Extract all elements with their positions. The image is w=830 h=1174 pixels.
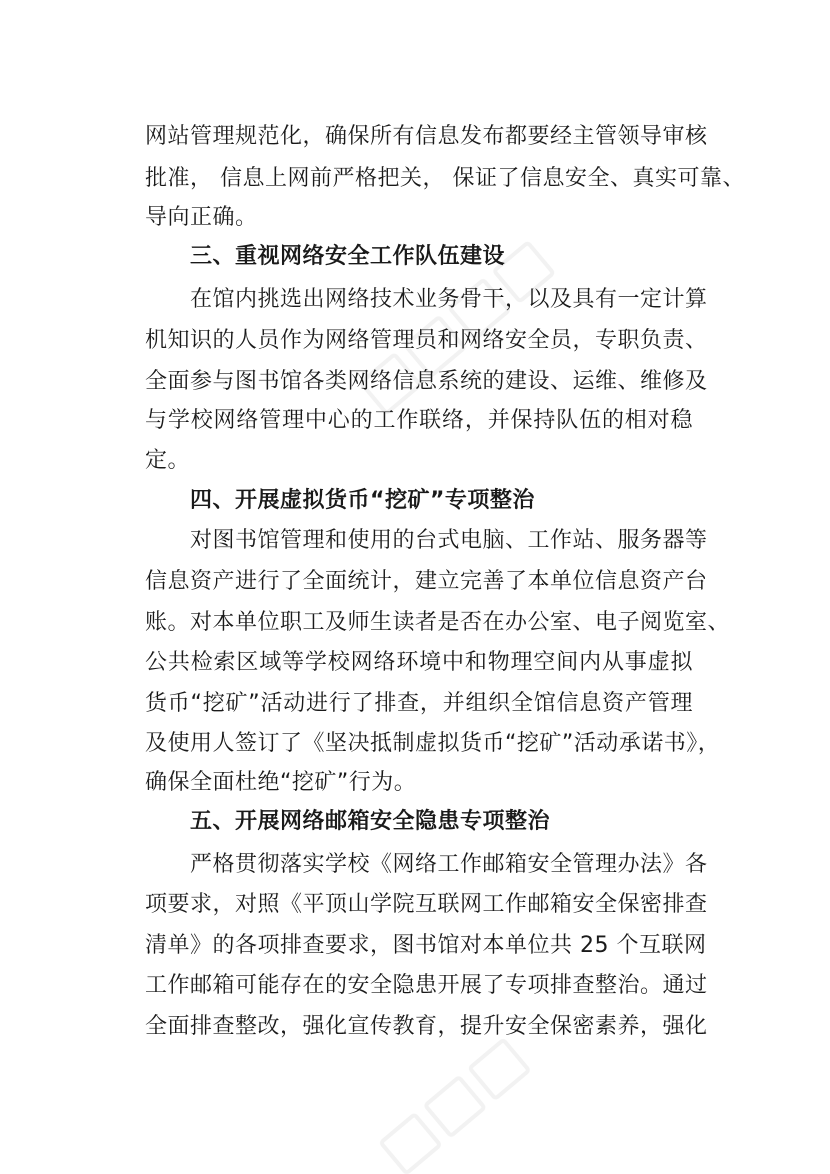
body-line-9: 对图书馆管理和使用的台式电脑、工作站、服务器等: [190, 528, 708, 553]
body-line-4: 在馆内挑选出网络技术业务骨干，以及具有一定计算: [190, 287, 708, 312]
body-line-7: 与学校网络管理中心的工作联络，并保持队伍的相对稳: [145, 408, 693, 433]
section-heading-five: 五、开展网络邮箱安全隐患专项整治: [190, 809, 551, 834]
body-line-8: 定。: [145, 448, 191, 473]
body-line-2: 批准， 信息上网前严格把关， 保证了信息安全、真实可靠、: [145, 166, 745, 191]
body-line-17: 项要求，对照《平顶山学院互联网工作邮箱安全保密排查: [145, 892, 708, 917]
body-line-1: 网站管理规范化，确保所有信息发布都要经主管领导审核: [145, 124, 708, 149]
body-line-11: 账。对本单位职工及师生读者是否在办公室、电子阅览室、: [145, 610, 731, 635]
body-line-20: 全面排查整改，强化宣传教育，提升安全保密素养，强化: [145, 1014, 708, 1039]
body-line-19: 工作邮箱可能存在的安全隐患开展了专项排查整治。通过: [145, 973, 708, 998]
body-line-18: 清单》的各项排查要求，图书馆对本单位共 25 个互联网: [145, 933, 707, 958]
body-line-13: 货币“挖矿”活动进行了排查，并组织全馆信息资产管理: [145, 691, 693, 716]
section-heading-four: 四、开展虚拟货币“挖矿”专项整治: [190, 488, 535, 513]
body-line-3: 导向正确。: [145, 205, 258, 230]
body-line-5: 机知识的人员作为网络管理员和网络安全员，专职负责、: [145, 328, 708, 353]
body-line-10: 信息资产进行了全面统计，建立完善了本单位信息资产台: [145, 569, 708, 594]
body-line-12: 公共检索区域等学校网络环境中和物理空间内从事虚拟: [145, 650, 693, 675]
section-heading-three: 三、重视网络安全工作队伍建设: [190, 244, 506, 269]
body-line-16: 严格贯彻落实学校《网络工作邮箱安全管理办法》各: [190, 852, 708, 877]
body-line-15: 确保全面杜绝“挖矿”行为。: [145, 770, 417, 795]
body-line-6: 全面参与图书馆各类网络信息系统的建设、运维、维修及: [145, 369, 708, 394]
body-line-14: 及使用人签订了《坚决抵制虚拟货币“挖矿”活动承诺书》，: [145, 731, 721, 756]
